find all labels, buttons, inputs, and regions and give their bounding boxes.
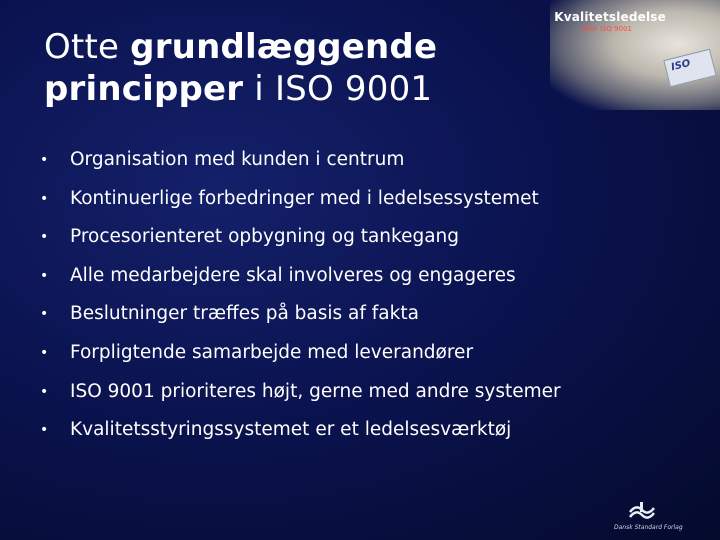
bullet-text: Alle medarbejdere skal involveres og engageres <box>70 264 516 286</box>
bullet-text: Kvalitetsstyringssystemet er et ledelsesværktøj <box>70 419 512 441</box>
book-cover-logo <box>550 0 720 110</box>
bullet-item <box>40 376 680 415</box>
logo-title: Kvalitetsledelse <box>554 10 666 24</box>
bullet-marker: • <box>40 306 49 323</box>
iso-card-text: ISO <box>670 57 692 74</box>
bullet-list <box>40 144 680 453</box>
bullet-item <box>40 221 680 260</box>
bullet-item <box>40 144 680 183</box>
logo-subtitle: efter ISO 9001 <box>581 25 632 33</box>
bullet-item <box>40 337 680 376</box>
bullet-marker: • <box>40 190 49 207</box>
bullet-marker: • <box>40 229 49 246</box>
bullet-text: ISO 9001 prioriteres højt, gerne med andre systemer <box>70 380 561 402</box>
bullet-text: Kontinuerlige forbedringer med i ledelsessystemet <box>70 187 539 209</box>
bullet-text: Organisation med kunden i centrum <box>70 149 405 170</box>
title-part-regular-end: i ISO 9001 <box>243 69 433 109</box>
bullet-text: Procesorienteret opbygning og tankegang <box>70 226 460 248</box>
bullet-item <box>40 260 680 299</box>
bullet-item <box>40 298 680 337</box>
slide-title <box>44 26 564 110</box>
bullet-marker: • <box>40 422 49 439</box>
bullet-text: Forpligtende samarbejde med leverandører <box>70 341 474 363</box>
bullet-marker: • <box>40 344 49 361</box>
publisher-wave-icon <box>628 502 656 522</box>
bullet-marker: • <box>40 267 49 284</box>
bullet-marker: • <box>40 383 49 400</box>
iso-card-image <box>663 49 716 88</box>
bullet-text: Beslutninger træffes på basis af fakta <box>70 303 419 325</box>
bullet-marker: • <box>40 152 49 168</box>
publisher-logo <box>614 502 694 532</box>
title-part-bold: grundlæggende principper <box>44 27 438 109</box>
bullet-item <box>40 183 680 222</box>
publisher-name: Dansk Standard Forlag <box>614 524 683 531</box>
bullet-item <box>40 414 680 453</box>
title-part-regular: Otte <box>44 27 131 67</box>
